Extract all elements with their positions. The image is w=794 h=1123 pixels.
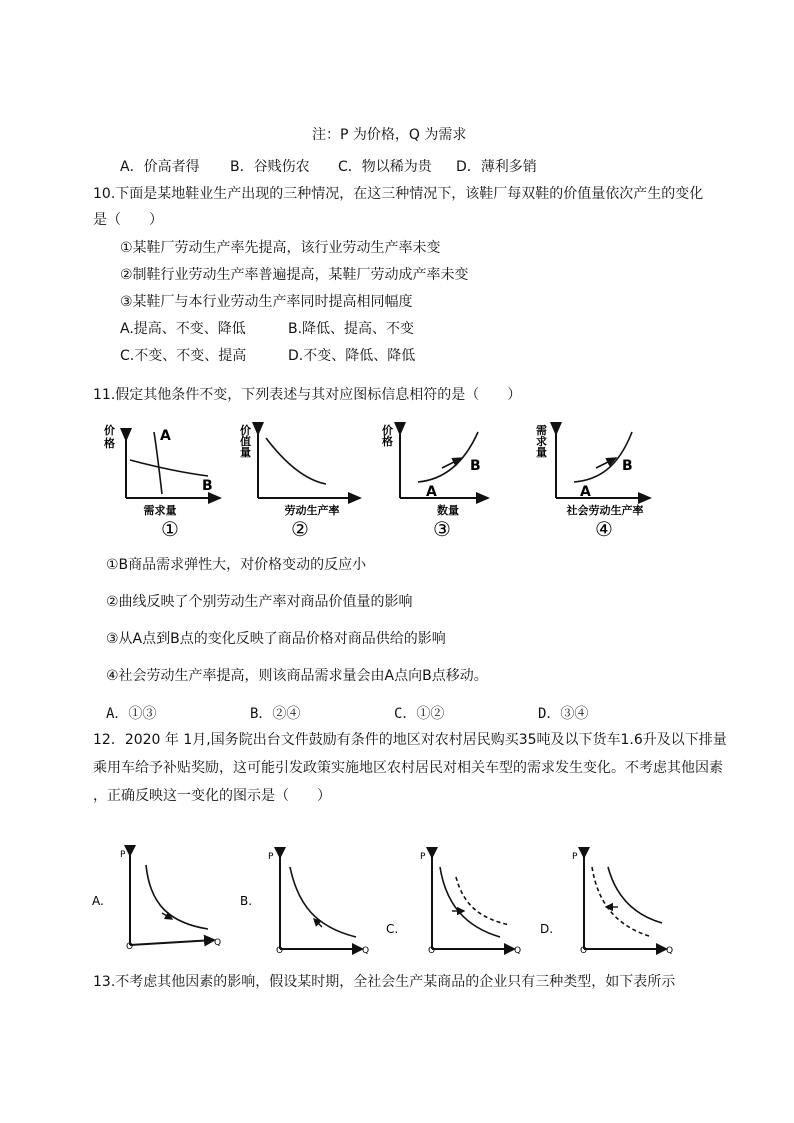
q12-graph-a-label: A. [92, 894, 104, 908]
svg-text:P: P [420, 852, 426, 862]
q9-option-b: B．谷贱伤农 [230, 159, 310, 175]
svg-text:格: 格 [382, 435, 393, 448]
q11-item-4: ④社会劳动生产率提高，则该商品需求量会由A点向B点移动。 [106, 668, 488, 684]
q11-option-b: B．②④ [250, 706, 301, 722]
q12-graph-c-curve-solid [440, 867, 500, 937]
q11-option-a: A．①③ [106, 706, 157, 722]
q10-option-c: C.不变、不变、提高 [120, 348, 247, 364]
svg-text:O: O [276, 946, 284, 956]
svg-text:O: O [428, 946, 436, 956]
q11-graph-2-curve [266, 438, 326, 484]
svg-text:O: O [126, 942, 134, 952]
svg-text:需: 需 [536, 424, 547, 437]
q9-option-d: D．薄利多销 [456, 159, 537, 175]
q11-graph-2-number: ② [291, 517, 309, 541]
q11-graph-4-label-a: A [580, 484, 591, 500]
q11-graph-3-label-b: B [470, 458, 481, 474]
q12-graph-d-curve-solid [608, 867, 662, 923]
svg-text:Q: Q [666, 946, 674, 956]
svg-text:Q: Q [514, 946, 522, 956]
svg-text:O: O [580, 946, 588, 956]
q11-item-2: ②曲线反映了个别劳动生产率对商品价值量的影响 [106, 594, 413, 610]
q10-item-2: ②制鞋行业劳动生产率普遍提高，某鞋厂劳动成产率未变 [120, 267, 469, 283]
q11-item-1: ①B商品需求弹性大，对价格变动的反应小 [106, 557, 367, 573]
q13-stem: 13.不考虑其他因素的影响，假设某时期，全社会生产某商品的企业只有三种类型，如下表所示 [93, 974, 676, 990]
q10-option-d: D.不变、降低、降低 [288, 348, 416, 364]
q11-graph-3-label-a: A [426, 484, 437, 500]
svg-text:量: 量 [536, 446, 547, 459]
q12-graph-d-curve-dashed [592, 867, 652, 937]
q11-option-c: C．①② [394, 706, 445, 722]
q10-option-a: A.提高、不变、降低 [120, 321, 246, 337]
svg-text:价: 价 [240, 424, 251, 437]
svg-text:量: 量 [240, 446, 251, 459]
svg-text:Q: Q [362, 946, 370, 956]
q11-option-d: D．③④ [538, 706, 589, 722]
q12-graph-b [240, 852, 369, 956]
q12-stem-line2: 乘用车给予补贴奖励，这可能引发政策实施地区农村居民对相关车型的需求发生变化。不考虑其他因素 [93, 760, 723, 776]
q12-graph-c [386, 852, 521, 956]
q12-graph-d-label: D. [540, 922, 554, 936]
q10-stem-line1: 10.下面是某地鞋业生产出现的三种情况，在这三种情况下，该鞋厂每双鞋的价值量依次产生的变化 [93, 186, 704, 202]
q10-stem-line2: 是（ ） [93, 212, 163, 228]
q11-graph-1-curve-b [130, 460, 208, 476]
q11-graph-4-curve [574, 432, 632, 482]
svg-text:价: 价 [382, 424, 393, 437]
q11-graph-1 [104, 423, 220, 541]
q12-graph-a [92, 850, 221, 952]
q12-stem-line1: 12．2020 年 1月,国务院出台文件鼓励有条件的地区对农村居民购买35吨及以下货车1.6升及以下排量 [93, 732, 727, 748]
q11-graph-3-xlabel: 数量 [437, 504, 459, 517]
q11-graph-1-number: ① [161, 517, 179, 541]
svg-text:P: P [268, 852, 274, 862]
q12-graph-b-label: B. [240, 894, 253, 908]
q12-stem-line3: ，正确反映这一变化的图示是（ ） [93, 788, 331, 804]
q11-graph-2 [240, 423, 360, 541]
figure-note: 注：P 为价格，Q 为需求 [312, 127, 467, 143]
svg-text:P: P [120, 850, 126, 860]
q12-graphs [90, 845, 690, 960]
q11-graph-3-curve [418, 432, 478, 482]
svg-text:P: P [572, 852, 578, 862]
q12-graph-b-curve [290, 867, 356, 937]
q11-graph-4-number: ④ [595, 517, 613, 541]
q12-graph-a-curve [146, 865, 208, 929]
q11-graph-4-xlabel: 社会劳动生产率 [566, 504, 644, 517]
svg-text:Q: Q [214, 938, 222, 948]
q11-graph-2-xlabel: 劳动生产率 [284, 504, 340, 517]
q9-option-c: C．物以稀为贵 [338, 159, 432, 175]
q10-option-b: B.降低、提高、不变 [288, 321, 415, 337]
q11-stem: 11.假定其他条件不变，下列表述与其对应图标信息相符的是（ ） [93, 387, 522, 403]
q11-graph-4 [536, 423, 650, 541]
q9-option-a: A．价高者得 [120, 159, 200, 175]
q11-item-3: ③从A点到B点的变化反映了商品价格对商品供给的影响 [106, 631, 446, 647]
q12-graph-c-label: C. [386, 922, 399, 936]
q10-item-3: ③某鞋厂与本行业劳动生产率同时提高相同幅度 [120, 294, 413, 310]
q11-graph-1-ylabel-1: 价 [104, 424, 115, 437]
q11-graph-1-label-b: B [202, 478, 213, 494]
q11-graph-3-number: ③ [433, 517, 451, 541]
svg-text:求: 求 [536, 435, 547, 448]
q11-graphs [90, 418, 690, 543]
svg-text:值: 值 [240, 435, 251, 448]
q10-item-1: ①某鞋厂劳动生产率先提高，该行业劳动生产率未变 [120, 240, 441, 256]
q11-graph-3 [382, 423, 488, 541]
q11-graph-1-ylabel-2: 格 [104, 437, 115, 450]
q12-graph-d [540, 852, 673, 956]
q11-graph-1-xlabel: 需求量 [143, 504, 177, 517]
q11-graph-1-label-a: A [160, 428, 171, 444]
q11-graph-4-label-b: B [622, 458, 633, 474]
